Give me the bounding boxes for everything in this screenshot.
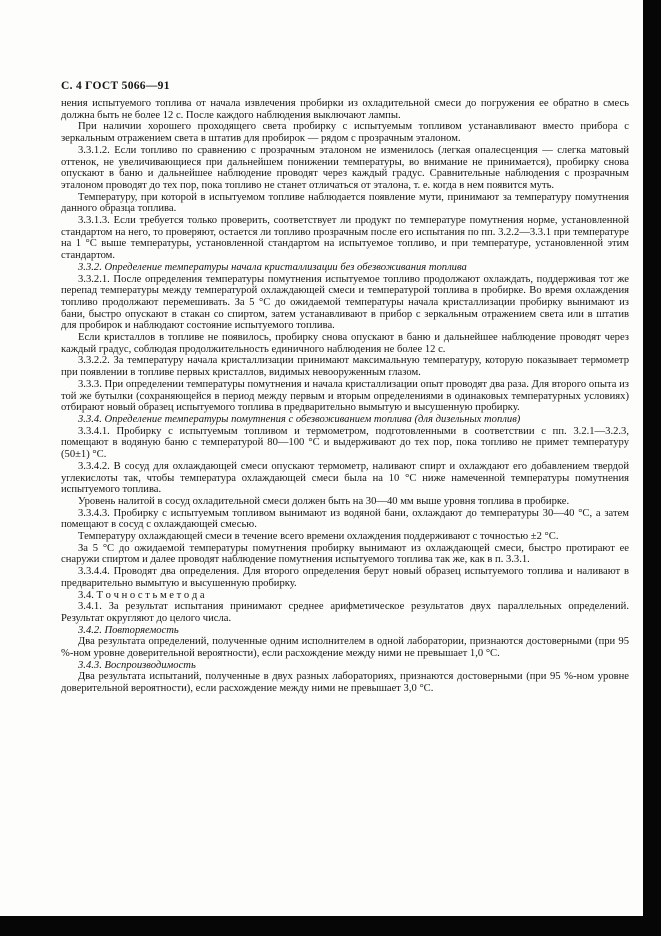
- paragraph-3-3-4-3: 3.3.4.3. Пробирку с испытуемым топливом вынимают из водяной бани, охлаждают до температуры 30—40 °С, а затем помещают в сосуд с охлаждающей смесью.: [61, 507, 629, 531]
- page-header: С. 4 ГОСТ 5066—91: [61, 80, 170, 92]
- paragraph-3-3-3: 3.3.3. При определении температуры помутнения и начала кристаллизации опыт проводят два раза. Для второго опыта из той же бутылки (сохраняющейся в период между первым и вторым определениями в одинаковых температурных условиях) отбирают новый образец испытуемого топлива в предварительно вымытую и высушенную пробирку.: [61, 378, 629, 414]
- paragraph-3-3-1-3: 3.3.1.3. Если требуется только проверить, соответствует ли продукт по температуре помутнения норме, установленной стандартом на него, то проверяют, остается ли топливо прозрачным после его испытания по пп. 3.2.2—3.3.1 при температуре на 1 °С выше температуры, установленной стандартом на испытуемое топливо, и при температуре, установленной этим стандартом.: [61, 215, 629, 262]
- paragraph-3-3-2-1: 3.3.2.1. После определения температуры помутнения испытуемое топливо продолжают охлаждать, поддерживая тот же перепад температуры между температурой охлаждающей смеси и температурой топлива в пробирке. Во время охлаждения топливо продолжают перемешивать. За 5 °С до ожидаемой температуры начала кристаллизации пробирку вынимают из бани, быстро опускают в стакан со спиртом, затем устанавливают в прибор с зеркальным отражением света или в штатив для пробирок и наблюдают состояние испытуемого топлива.: [61, 273, 629, 332]
- paragraph: Если кристаллов в топливе не появилось, пробирку снова опускают в баню и дальнейшее наблюдение проводят через каждый градус, соблюдая продолжительность единичного наблюдения не более 12 с.: [61, 332, 629, 355]
- paragraph: Температуру, при которой в испытуемом топливе наблюдается появление мути, принимают за температуру помутнения данного образца топлива.: [61, 191, 629, 215]
- paragraph-3-3-4-2: 3.3.4.2. В сосуд для охлаждающей смеси опускают термометр, наливают спирт и охлаждают его добавлением твердой углекислоты так, чтобы температура охлаждающей смеси была на 10 °С ниже намеченной температуры помутнения испытуемого топлива.: [61, 460, 629, 496]
- heading-3-4-2: 3.4.2. Повторяемость: [78, 624, 179, 636]
- paragraph: Уровень налитой в сосуд охладительной смеси должен быть на 30—40 мм выше уровня топлива в пробирке.: [78, 495, 570, 507]
- paragraph: При наличии хорошего проходящего света пробирку с испытуемым топливом устанавливают вместо прибора с зеркальным отражением света в штатив для пробирок — рядом с прозрачным эталоном.: [61, 121, 629, 145]
- paragraph: Температуру охлаждающей смеси в течение всего времени охлаждения поддерживают с точностью ±2 °С.: [78, 531, 559, 543]
- paragraph: Два результата испытаний, полученные в двух разных лабораториях, признаются достоверными (при 95 %-ном уровне доверительной вероятности), если расхождение между ними не превышает 3,0 °С.: [61, 671, 629, 695]
- paragraph-3-3-4-1: 3.3.4.1. Пробирку с испытуемым топливом и термометром, подготовленными в соответствии с пп. 3.2.1—3.2.3, помещают в водяную баню с температурой 80—100 °С и выдерживают до тех пор, пока топливо не примет температуру (50±1) °С.: [61, 425, 629, 461]
- heading-3-3-2: 3.3.2. Определение температуры начала кристаллизации без обезвоживания топлива: [78, 261, 467, 273]
- scan-artifact-right: [643, 0, 661, 936]
- document-body: [61, 98, 629, 695]
- heading-3-4: 3.4. Т о ч н о с т ь м е т о д а: [78, 589, 205, 601]
- scan-artifact-bottom: [0, 916, 661, 936]
- paragraph: Два результата определений, полученные одним исполнителем в одной лаборатории, признаются достоверными (при 95 %-ном уровне доверительной вероятности), если расхождение между ними не превышает 1,0 °С.: [61, 636, 629, 660]
- heading-3-3-4: 3.3.4. Определение температуры помутнения с обезвоживанием топлива (для дизельных топлив): [78, 413, 521, 425]
- paragraph: За 5 °С до ожидаемой температуры помутнения пробирку вынимают из охлаждающей смеси, быстро протирают ее снаружи спиртом и далее проводят наблюдение помутнения испытуемого топлива так же, как в п. 3.3.1.: [61, 542, 629, 566]
- heading-3-4-3: 3.4.3. Воспроизводимость: [78, 659, 196, 671]
- paragraph-continuation: нения испытуемого топлива от начала извлечения пробирки из охладительной смеси до погружения ее обратно в смесь должна быть не более 12 с. После каждого наблюдения выключают лампы.: [61, 98, 629, 121]
- paragraph-3-3-2-2: 3.3.2.2. За температуру начала кристаллизации принимают максимальную температуру, которую показывает термометр при появлении в топливе первых кристаллов, видимых невооруженным глазом.: [61, 355, 629, 379]
- paragraph-3-3-4-4: 3.3.4.4. Проводят два определения. Для второго определения берут новый образец испытуемого топлива и наливают в предварительно вымытую и высушенную пробирку.: [61, 566, 629, 589]
- paragraph-3-3-1-2: 3.3.1.2. Если топливо по сравнению с прозрачным эталоном не изменилось (легкая опалесценция — слегка матовый оттенок, не увеличивающиеся при дальнейшем понижении температуры, во внимание не принимается), пробирку снова опускают в баню и дальнейшее наблюдение проводят через каждый градус. Сравнительные наблюдения с прозрачным эталоном проводят до тех пор, пока топливо не станет отличаться от эталона, т. е. когда в нем появится муть.: [61, 144, 629, 191]
- paragraph-3-4-1: 3.4.1. За результат испытания принимают среднее арифметическое результатов двух параллельных определений. Результат округляют до целого числа.: [61, 601, 629, 624]
